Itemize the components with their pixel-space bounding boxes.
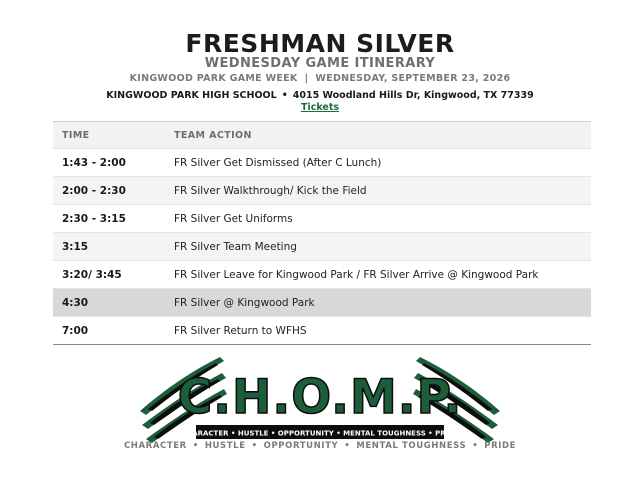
table-row bbox=[53, 261, 591, 289]
table-row bbox=[53, 205, 591, 233]
tagline-item: PRIDE bbox=[484, 441, 517, 451]
page-subtitle: WEDNESDAY GAME ITINERARY bbox=[204, 56, 436, 71]
logo-banner-text: CHARACTER • HUSTLE • OPPORTUNITY • MENTAL TOUGHNESS • PRIDE bbox=[181, 429, 459, 438]
logo-wordmark: C.H.O.M.P. bbox=[177, 370, 463, 425]
event-week: KINGWOOD PARK GAME WEEK bbox=[129, 73, 298, 84]
column-header-time: TIME bbox=[62, 129, 90, 141]
tagline-item: CHARACTER bbox=[123, 441, 187, 451]
table-header bbox=[53, 122, 591, 149]
row-action: FR Silver Get Dismissed (After C Lunch) bbox=[174, 156, 382, 169]
tagline-separator: • bbox=[192, 441, 199, 451]
meta-separator: | bbox=[304, 73, 309, 84]
tagline-separator: • bbox=[472, 441, 479, 451]
row-action: FR Silver Get Uniforms bbox=[174, 212, 293, 225]
tagline-item: MENTAL TOUGHNESS bbox=[356, 441, 467, 451]
row-time: 2:00 - 2:30 bbox=[62, 184, 126, 197]
table-row-highlighted bbox=[53, 289, 591, 317]
row-time: 4:30 bbox=[62, 296, 89, 309]
tagline-separator: • bbox=[344, 441, 351, 451]
table-row bbox=[53, 177, 591, 205]
tagline-separator: • bbox=[251, 441, 258, 451]
row-time: 3:15 bbox=[62, 240, 89, 253]
row-time: 2:30 - 3:15 bbox=[62, 212, 126, 225]
column-header-action: TEAM ACTION bbox=[174, 129, 252, 141]
table-row bbox=[53, 317, 591, 344]
chomp-logo bbox=[138, 351, 502, 455]
event-location bbox=[0, 90, 640, 102]
row-time: 3:20/ 3:45 bbox=[62, 268, 122, 281]
tagline-item: HUSTLE bbox=[204, 441, 246, 451]
event-date: WEDNESDAY, SEPTEMBER 23, 2026 bbox=[315, 73, 511, 84]
itinerary-table bbox=[53, 121, 591, 345]
location-separator: • bbox=[281, 90, 288, 101]
row-action: FR Silver Return to WFHS bbox=[174, 324, 307, 337]
row-action: FR Silver Team Meeting bbox=[174, 240, 297, 253]
page-title: FRESHMAN SILVER bbox=[185, 29, 455, 58]
school-address: 4015 Woodland Hills Dr, Kingwood, TX 77339 bbox=[292, 90, 534, 101]
event-meta bbox=[0, 73, 640, 85]
table-row bbox=[53, 233, 591, 261]
row-action: FR Silver Leave for Kingwood Park / FR Silver Arrive @ Kingwood Park bbox=[174, 268, 539, 281]
row-action: FR Silver @ Kingwood Park bbox=[174, 296, 315, 309]
logo-tagline bbox=[0, 441, 640, 451]
tickets-link[interactable]: Tickets bbox=[300, 102, 340, 113]
row-time: 7:00 bbox=[62, 324, 89, 337]
school-name: KINGWOOD PARK HIGH SCHOOL bbox=[106, 90, 277, 101]
table-row bbox=[53, 149, 591, 177]
row-time: 1:43 - 2:00 bbox=[62, 156, 126, 169]
tagline-item: OPPORTUNITY bbox=[263, 441, 339, 451]
row-action: FR Silver Walkthrough/ Kick the Field bbox=[174, 184, 367, 197]
